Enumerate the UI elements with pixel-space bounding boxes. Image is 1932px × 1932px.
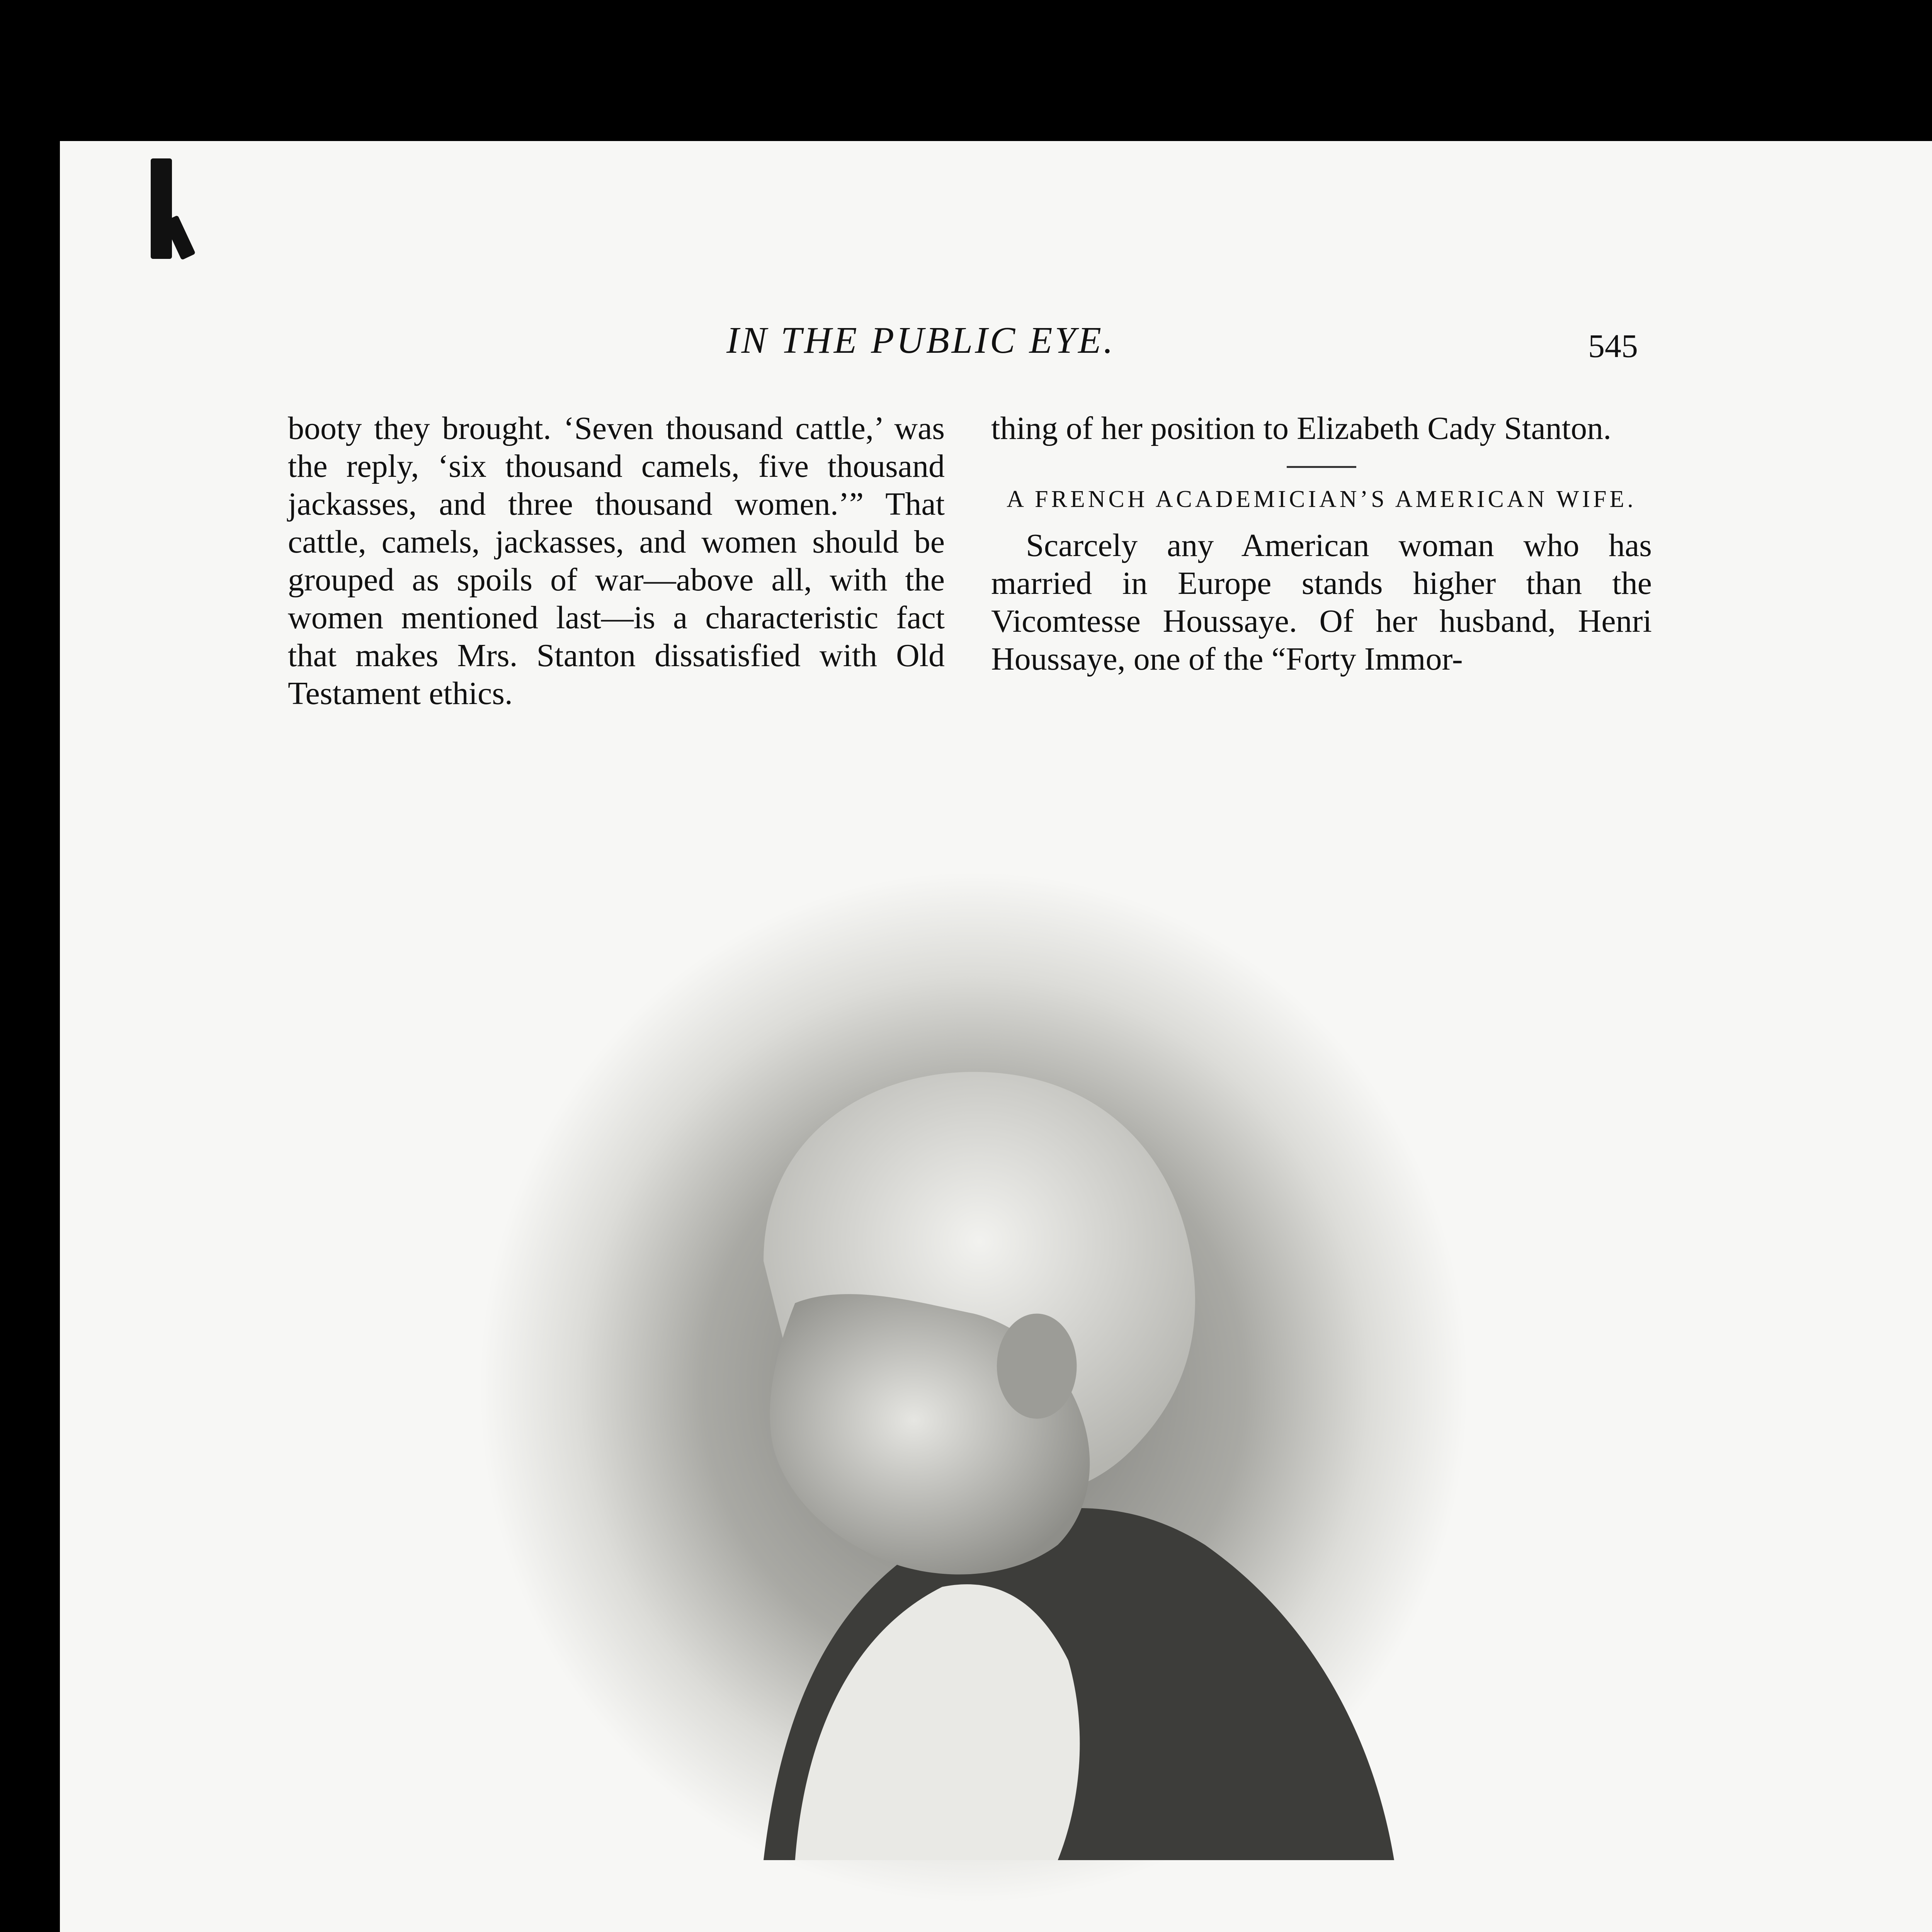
portrait-illustration xyxy=(448,862,1499,1913)
ear-shape xyxy=(997,1314,1077,1419)
column-top-right xyxy=(991,410,1652,678)
portrait-engraving xyxy=(448,862,1499,1913)
paragraph-houssaye-intro: Scarcely any American woman who has married in Europe stands higher than the Vicomtesse Houssaye. Of her husband, Henri Houssaye, one of the “Forty Immor- xyxy=(991,527,1652,677)
section-rule xyxy=(1287,466,1356,468)
section-heading: A FRENCH ACADEMICIAN’S AMERICAN WIFE. xyxy=(1007,486,1636,512)
running-title: IN THE PUBLIC EYE. xyxy=(726,320,1116,361)
paragraph-stanton-ending: thing of her position to Elizabeth Cady Stanton. xyxy=(991,410,1612,446)
gutter-mark xyxy=(151,158,172,259)
paragraph-booty: booty they brought. ‘Seven thousand cattle,’ was the reply, ‘six thousand camels, five thousand jackasses, and three thousand women.’” That cattle, camels, jackasses, and women should be grouped as spoils of war—above all, with the women mentioned last—is a characteristic fact that makes Mrs. Stanton dissatisfied with Old Testament ethics. xyxy=(288,410,945,711)
page-number: 545 xyxy=(1588,327,1638,364)
column-top-left xyxy=(288,410,945,713)
